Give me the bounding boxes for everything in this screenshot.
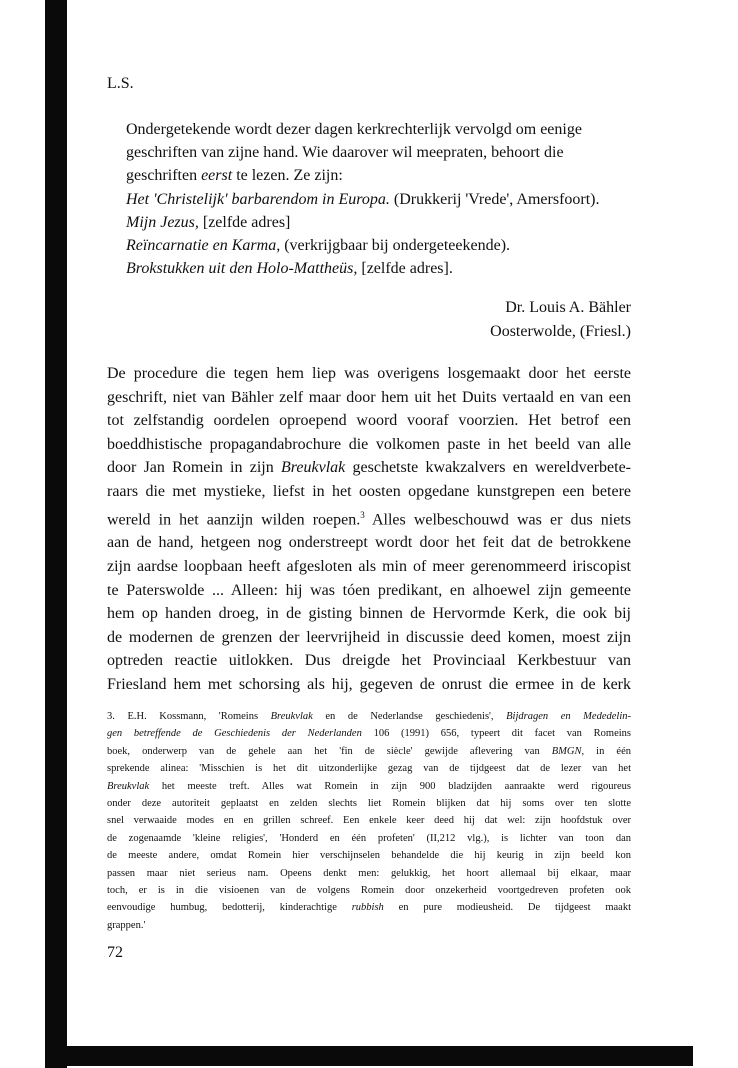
body-line: hem op handen droeg, in de gisting binnen de Hervormde Kerk, die ook bij	[107, 605, 631, 623]
body-line: tot zelfstandig oordelen oproepend woord vooraf voorzien. Het betrof een	[107, 412, 631, 430]
body-line: te Paterswolde ... Alleen: hij was tóen predikant, en alhoewel zijn gemeente	[107, 581, 631, 599]
footnote-line: boek, onderwerp van de gehele aan het 'fin de siècle' gewijde aflevering van BMGN, in één	[107, 745, 631, 757]
signature-name: Dr. Louis A. Bähler	[505, 299, 631, 316]
body-line: zijn aardse loopbaan heeft afgesloten als min of meer gerenommeerd iriscopist	[107, 558, 631, 576]
scan-edge-left	[45, 0, 67, 1068]
work-item: Mijn Jezus, [zelfde adres]	[126, 213, 291, 231]
body-line: Friesland hem met schorsing als hij, gegeven de onrust die ermee in de kerk	[107, 676, 631, 694]
body-line: aan de hand, hetgeen nog onderstreept wordt door het feit dat de betrokkene	[107, 534, 631, 552]
footnote-line: Breukvlak het meeste treft. Alles wat Romein in zijn 900 bladzijden aanraakte werd rigoureus	[107, 780, 631, 792]
body-line: door Jan Romein in zijn Breukvlak geschetste kwakzalvers en wereldverbete-	[107, 459, 632, 477]
signature	[490, 296, 631, 344]
body-line: De procedure die tegen hem liep was overigens losgemaakt door het eerste	[107, 365, 631, 382]
footnote-ref: 3	[360, 509, 365, 520]
footnote-line: onder deze autoriteit geplaatst en zelden slechts liet Romein blijken dat hij soms over ten slotte	[107, 798, 631, 810]
body-line: raars die met mystieke, liefst in het oosten opgedane kunstgrepen een betere	[107, 482, 631, 500]
footnote-line: grappen.'	[107, 919, 146, 931]
scan-edge-bottom	[45, 1046, 693, 1066]
work-item: Het 'Christelijk' barbarendom in Europa. (Drukkerij 'Vrede', Amersfoort).	[126, 190, 600, 208]
footnote-line: snel verwaaide modes en en grillen schreef. Een enkele keer deed hij dat wel: zijn hoofdstuk over	[107, 815, 631, 827]
footnote-line: de meeste andere, omdat Romein hier verschijnselen behandelde die hij keurig in zijn beeld kon	[107, 850, 631, 862]
signature-place: Oosterwolde, (Friesl.)	[490, 323, 631, 340]
body-line: wereld in het aanzijn wilden roepen.$^3$ Alles welbeschouwd was er dus niets	[107, 509, 632, 528]
footnote-line: eenvoudige humbug, bedotterij, kinderachtige rubbish en pure modieusheid. De tijdgeest maakt	[107, 902, 631, 914]
footnote-line: passen maar niet serieus nam. Opeens denkt men: gelukkig, het hoort allemaal bij elkaar, maar	[107, 867, 631, 879]
body-line: de modernen de grenzen der leervrijheid in discussie deed komen, moest zijn	[107, 628, 631, 646]
work-item: Brokstukken uit den Holo-Mattheüs, [zelfde adres].	[126, 260, 453, 278]
footnote-line: sprekende alinea: 'Misschien is het dit uitzonderlijke gezag van de tijdgeest dat de lezer van het	[107, 763, 631, 775]
footnote-line: 3. E.H. Kossmann, 'Romeins Breukvlak en de Nederlandse geschiedenis', Bijdragen en Mededelin-	[107, 711, 631, 722]
work-title: Reïncarnatie en Karma,	[126, 237, 281, 255]
work-title: Het 'Christelijk' barbarendom in Europa.	[126, 190, 390, 208]
footnote-line: de zogenaamde 'kleine religies', 'Honderd en één profeten' (II,212 vlg.), is lichter van toon dan	[107, 832, 631, 844]
work-title: Brokstukken uit den Holo-Mattheüs,	[126, 260, 358, 278]
work-title: Mijn Jezus,	[126, 213, 199, 231]
body-line: geschrift, niet van Bähler zelf maar door hem uit het Duits vertaald en van een	[107, 388, 631, 406]
footnote	[107, 708, 631, 934]
work-item: Reïncarnatie en Karma, (verkrijgbaar bij ondergeteekende).	[126, 237, 511, 255]
letter-line: Ondergetekende wordt dezer dagen kerkrechterlijk vervolgd om eenige	[126, 121, 582, 138]
body-line: optreden reactie uitlokken. Dus dreigde het Provinciaal Kerkbestuur van	[107, 652, 631, 670]
quoted-letter	[126, 118, 631, 280]
letter-line: geschriften eerst te lezen. Ze zijn:	[126, 167, 343, 185]
page-number: 72	[107, 944, 123, 961]
footnote-line: gen betreffende de Geschiedenis der Nederlanden 106 (1991) 656, typeert dit facet van Romeins	[107, 728, 631, 740]
body-paragraph	[107, 362, 631, 697]
letter-line: geschriften van zijne hand. Wie daarover wil meepraten, behoort die	[126, 144, 564, 162]
footnote-line: toch, er is in die visioenen van de volgens Romein door onzekerheid voortgedreven profeten ook	[107, 885, 631, 897]
salutation: L.S.	[107, 75, 134, 92]
body-line: boeddhistische propagandabrochure die volkomen paste in het beeld van alle	[107, 435, 631, 453]
